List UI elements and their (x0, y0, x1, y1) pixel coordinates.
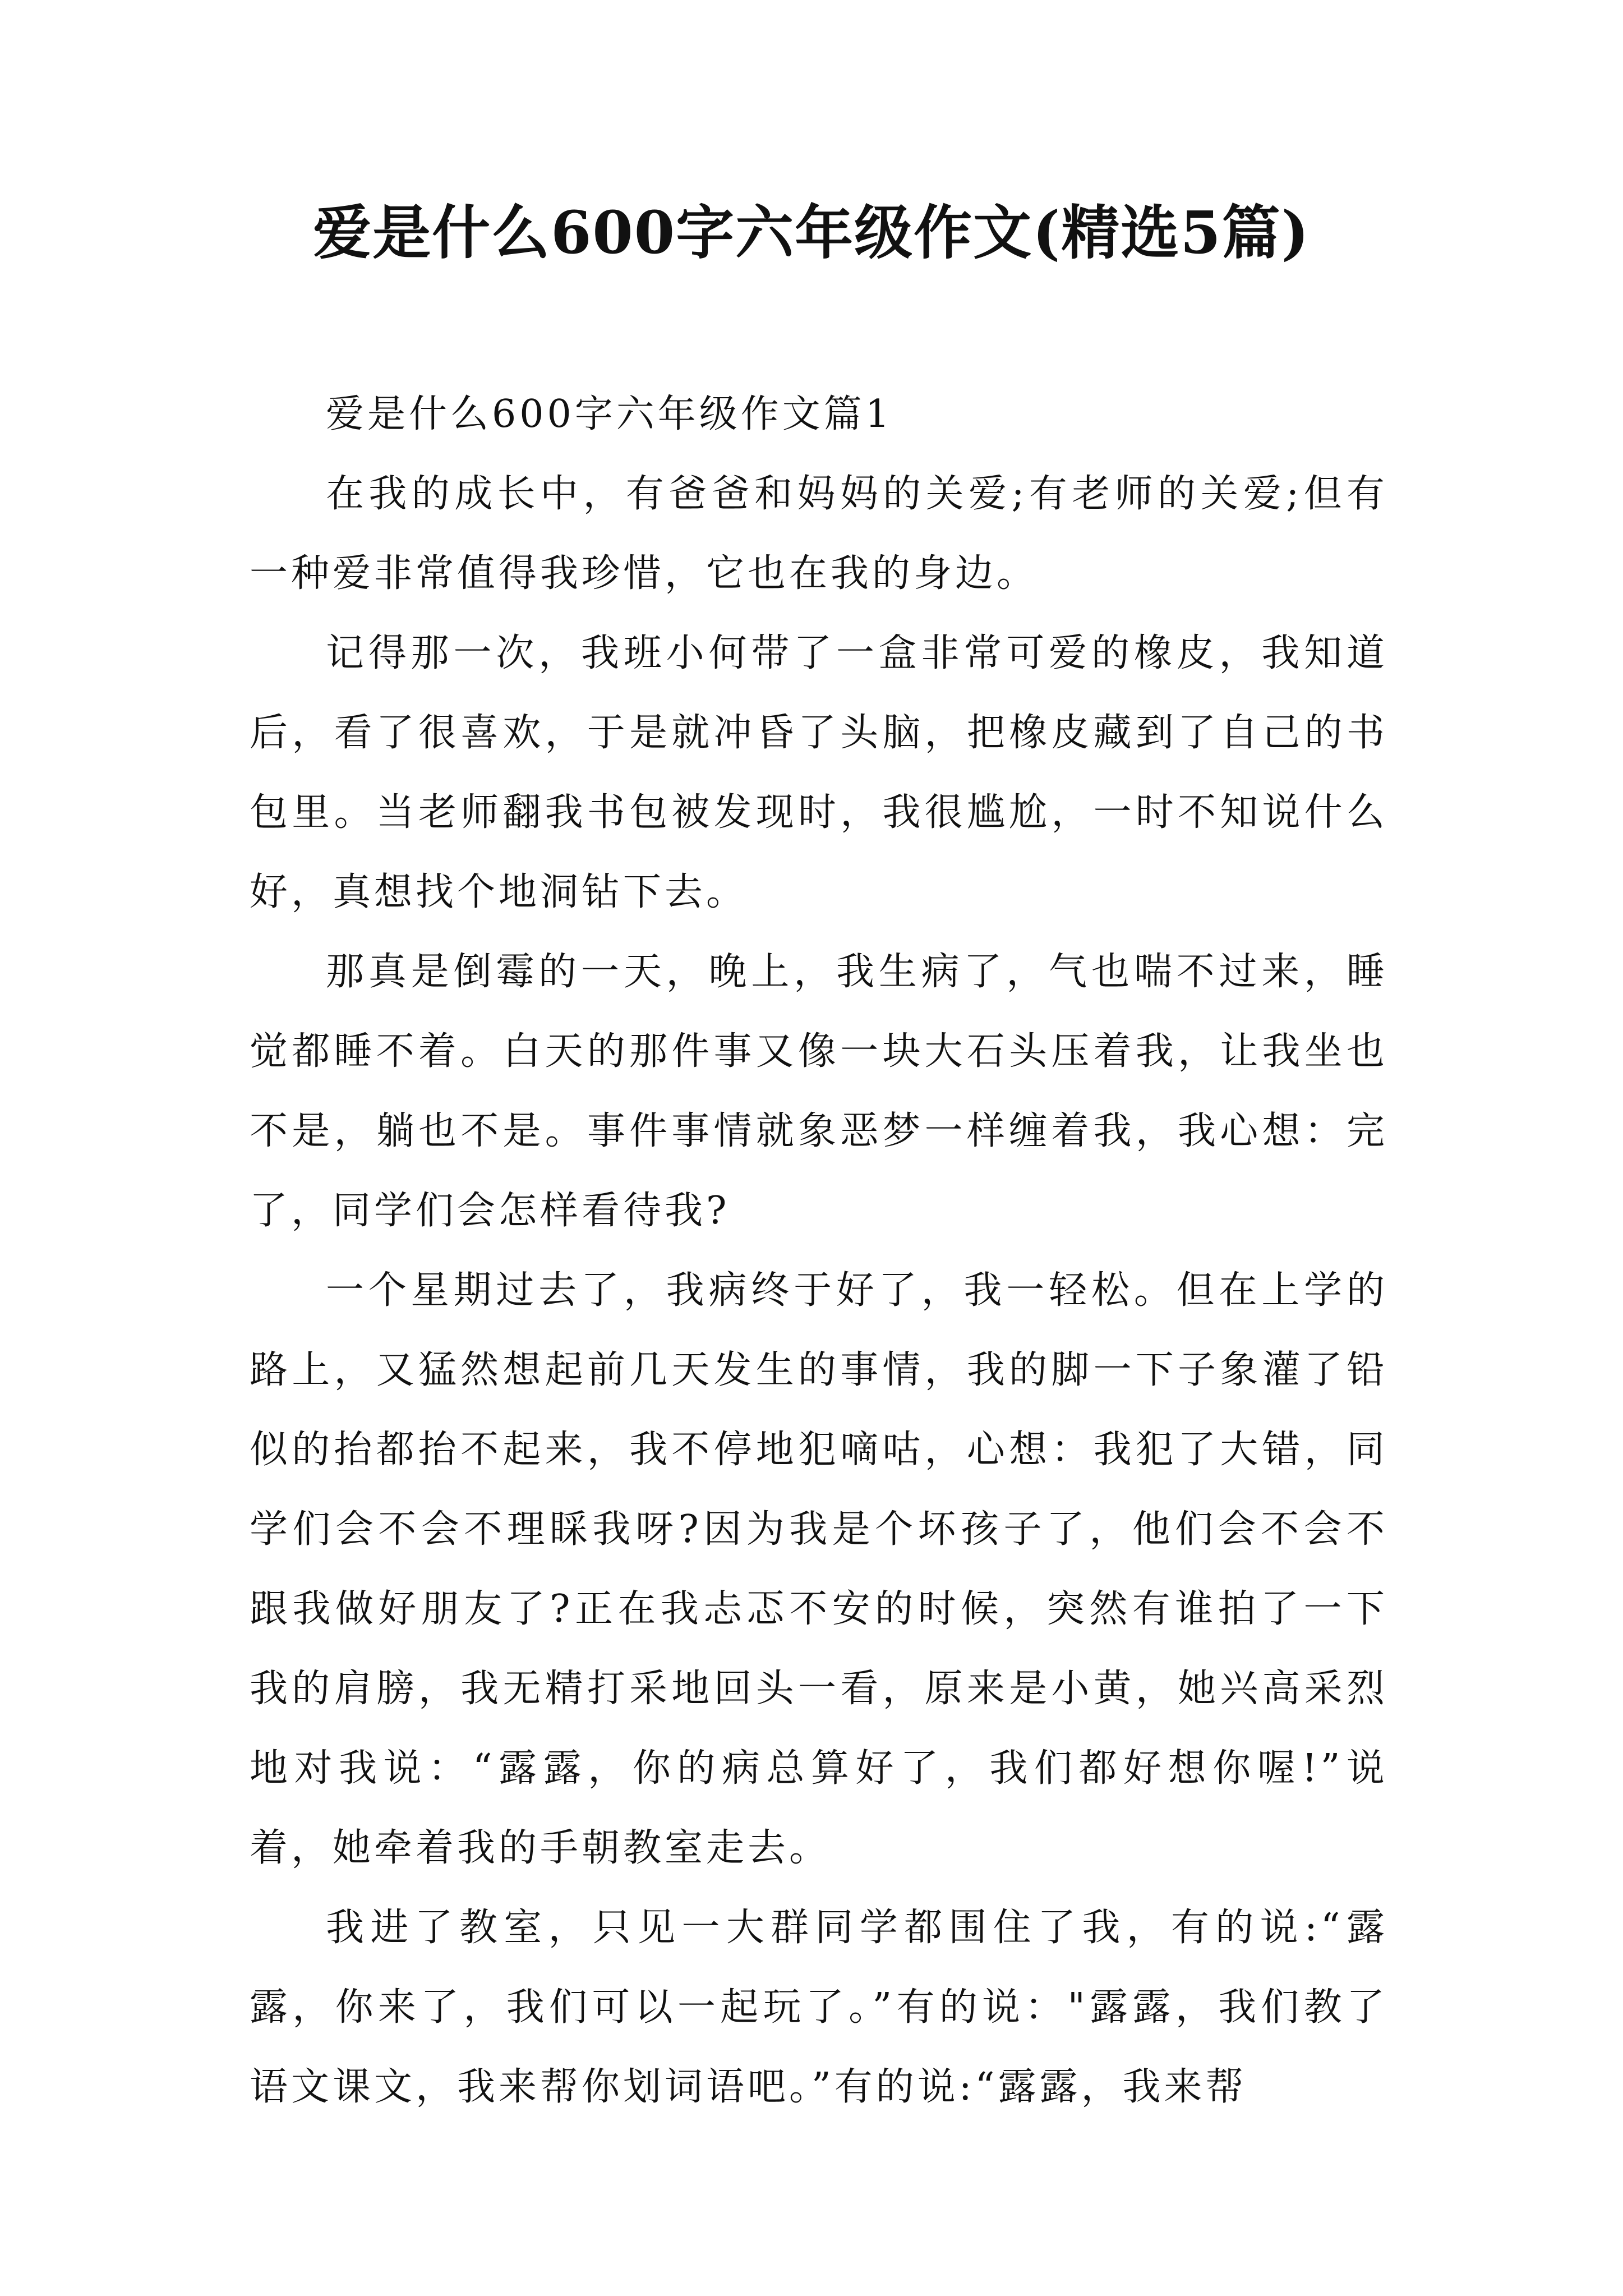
document-body (250, 375, 1388, 2127)
paragraph: 在我的成长中，有爸爸和妈妈的关爱;有老师的关爱;但有一种爱非常值得我珍惜，它也在我的身边。 (250, 472, 1388, 596)
paragraph: 那真是倒霉的一天，晚上，我生病了，气也喘不过来，睡觉都睡不着。白天的那件事又像一块大石头压着我，让我坐也不是，躺也不是。事件事情就象恶梦一样缠着我，我心想：完了，同学们会怎样看待我? (250, 950, 1388, 1233)
paragraph-heading-1: 爱是什么600字六年级作文篇1 (326, 392, 893, 436)
paragraph: 我进了教室，只见一大群同学都围住了我，有的说:“露露，你来了，我们可以一起玩了。”有的说："露露，我们教了语文课文，我来帮你划词语吧。”有的说:“露露，我来帮 (250, 1906, 1388, 2109)
document-title: 爱是什么600字六年级作文(精选5篇) (313, 198, 1310, 267)
paragraph: 记得那一次，我班小何带了一盒非常可爱的橡皮，我知道后，看了很喜欢，于是就冲昏了头脑，把橡皮藏到了自己的书包里。当老师翻我书包被发现时，我很尴尬，一时不知说什么好，真想找个地洞钻下去。 (250, 631, 1388, 914)
paragraph: 一个星期过去了，我病终于好了，我一轻松。但在上学的路上，又猛然想起前几天发生的事情，我的脚一下子象灌了铅似的抬都抬不起来，我不停地犯嘀咕，心想：我犯了大错，同学们会不会不理睬我呀?因为我是个坏孩子了，他们会不会不跟我做好朋友了?正在我忐忑不安的时候，突然有谁拍了一下我的肩膀，我无精打采地回头一看，原来是小黄，她兴高采烈地对我说：“露露，你的病总算好了，我们都好想你喔!”说着，她牵着我的手朝教室走去。 (250, 1268, 1388, 1870)
